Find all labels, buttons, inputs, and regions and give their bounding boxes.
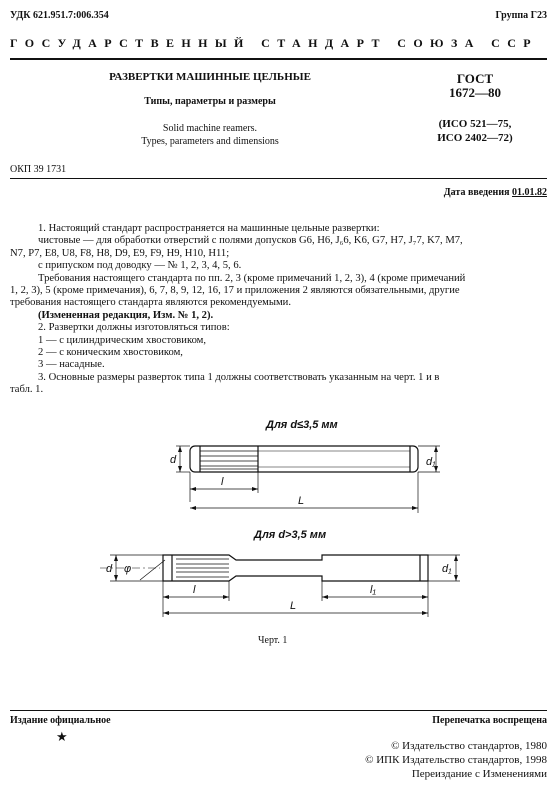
- paragraph-2-line-3: требования настоящего стандарта являются рекомендуемыми.: [10, 297, 291, 309]
- udk-code: УДК 621.951.7:006.354: [10, 10, 109, 21]
- gost-number: 1672—80: [449, 85, 501, 100]
- figure-label-small-d: Для d≤3,5 мм: [266, 419, 338, 431]
- paragraph-4: 3. Основные размеры разверток типа 1 должны соответствовать указанным на черт. 1 и в: [38, 371, 440, 383]
- copyright-2: © ИПК Издательство стандартов, 1998: [365, 754, 547, 766]
- label-l1-bottom: l₁: [370, 584, 376, 596]
- iso-reference-1: (ИСО 521—75,: [438, 118, 512, 130]
- label-l-top: l: [221, 476, 224, 488]
- document-title: РАЗВЕРТКИ МАШИННЫЕ ЦЕЛЬНЫЕ: [109, 71, 311, 83]
- title-english-2: Types, parameters and dimensions: [141, 136, 279, 147]
- reamer-drawing: [0, 405, 557, 665]
- label-d-top: d: [170, 454, 177, 466]
- reissue-note: Переиздание с Изменениями: [411, 768, 547, 780]
- paragraph-2-line-2: 1, 2, 3), 5 (кроме примечания), 6, 7, 8, 9, 12, 16, 17 и приложения 2 являются обязательными, другие: [10, 285, 460, 297]
- document-subtitle: Типы, параметры и размеры: [144, 96, 276, 107]
- intro-date-label: Дата введения: [443, 187, 510, 198]
- revision-note: (Измененная редакция, Изм. № 1, 2).: [38, 309, 214, 321]
- label-phi: φ: [124, 563, 132, 575]
- figure-caption: Черт. 1: [258, 635, 288, 646]
- label-l-bottom: l: [193, 584, 196, 596]
- okp-code: ОКП 39 1731: [10, 164, 67, 175]
- title-rule: [10, 178, 547, 179]
- paragraph-1-line-4: с припуском под доводку — № 1, 2, 3, 4, 5, 6.: [38, 260, 242, 272]
- title-english-1: Solid machine reamers.: [162, 123, 258, 134]
- paragraph-1: 1. Настоящий стандарт распространяется на машинные цельные развертки:: [38, 223, 380, 234]
- label-d-bottom: d: [106, 563, 113, 575]
- banner-rule: [10, 58, 547, 60]
- body-text: [10, 223, 547, 397]
- label-L-bottom: L: [290, 600, 297, 612]
- paragraph-3: 2. Развертки должны изготовляться типов:: [38, 322, 230, 334]
- label-d1-top: d₁: [426, 456, 436, 468]
- reamer-small-body: [190, 446, 418, 472]
- intro-date-value: 01.01.82: [512, 187, 547, 198]
- group-code: Группа Г23: [495, 10, 547, 21]
- figure-label-large-d: Для d>3,5 мм: [254, 529, 327, 541]
- type-item-1: 1 — с цилиндрическим хвостовиком,: [38, 334, 207, 346]
- paragraph-1-line-2: чистовые — для обработки отверстий с полями допусков G6, H6, J₆6, K6, G7, H7, J₇7, K7, M7,: [38, 235, 463, 247]
- reamer-large-diameter: [100, 555, 460, 617]
- paragraph-4-line-2: табл. 1.: [10, 384, 44, 396]
- intro-date: [444, 187, 547, 198]
- gost-label: ГОСТ: [456, 71, 494, 86]
- reprint-notice: Перепечатка воспрещена: [432, 715, 547, 726]
- copyright-1: © Издательство стандартов, 1980: [391, 740, 547, 752]
- type-item-3: 3 — насадные.: [38, 359, 105, 371]
- type-item-2: 2 — с коническим хвостовиком,: [38, 347, 183, 359]
- footer-rule: [10, 710, 547, 711]
- reamer-small-diameter: [176, 446, 440, 513]
- paragraph-1-line-3: N7, P7, E8, U8, F8, H8, D9, E9, F9, H9, H10, H11;: [10, 247, 230, 259]
- paragraph-2: Требования настоящего стандарта по пп. 2, 3 (кроме примечаний 1, 2, 3), 4 (кроме примечаний: [38, 272, 466, 284]
- label-L-top: L: [298, 495, 305, 507]
- phi-leader: [140, 560, 165, 580]
- standard-banner: ГОСУДАРСТВЕННЫЙ СТАНДАРТ СОЮЗА ССР: [10, 36, 539, 50]
- star-icon: ★: [56, 729, 68, 744]
- official-edition: Издание официальное: [10, 715, 111, 726]
- label-d1-bottom: d₁: [442, 563, 452, 575]
- iso-reference-2: ИСО 2402—72): [437, 132, 513, 144]
